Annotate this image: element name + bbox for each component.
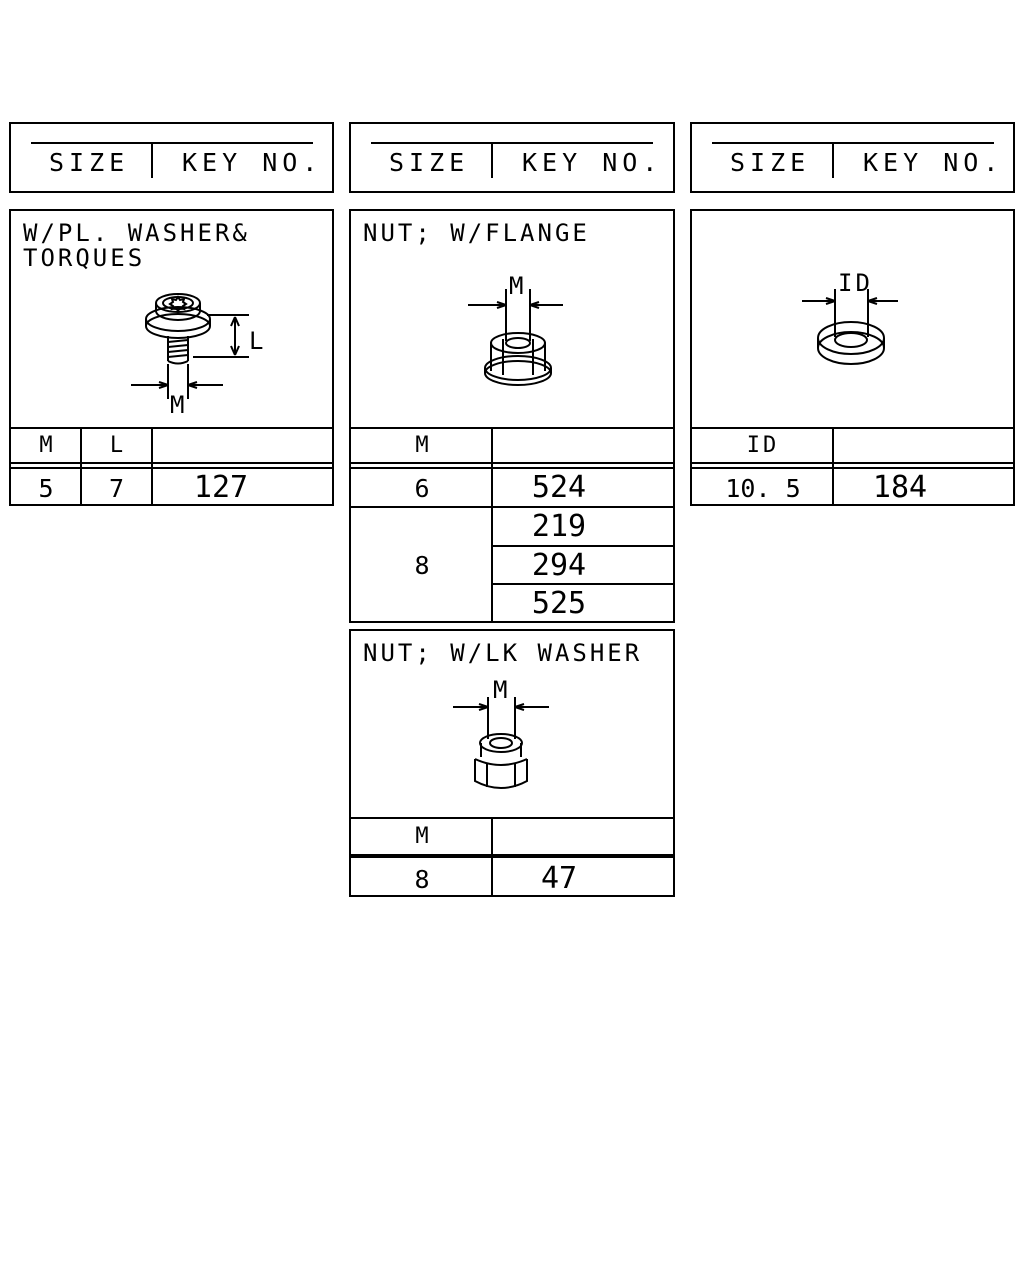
flange-nut-key-524: 524 (531, 470, 587, 505)
key-no-header: KEY NO. (522, 148, 663, 177)
flange-nut-drawing (351, 211, 677, 431)
washer-drawing (692, 211, 1017, 431)
bolt-m-value: 5 (38, 474, 54, 503)
bolt-key-value: 127 (193, 470, 249, 505)
flange-nut-panel (349, 209, 675, 623)
flange-nut-dim-m-label: M (509, 272, 524, 300)
size-header: SIZE (389, 148, 470, 177)
lk-nut-dim-m-label: M (493, 676, 508, 704)
flange-nut-title: NUT; W/FLANGE (363, 219, 590, 247)
washer-panel (690, 209, 1015, 506)
washer-id-value: 10. 5 (725, 474, 801, 503)
bolt-panel (9, 209, 334, 506)
flange-nut-key-219: 219 (531, 509, 587, 544)
col-id-header: ID (746, 433, 780, 458)
flange-nut-key-525: 525 (531, 586, 587, 621)
lk-nut-title: NUT; W/LK WASHER (363, 639, 643, 667)
col-m-header: M (39, 433, 53, 458)
lk-nut-panel (349, 629, 675, 897)
col-m-header: M (415, 433, 429, 458)
key-no-header: KEY NO. (863, 148, 1004, 177)
washer-dim-id-label: ID (838, 269, 873, 297)
lk-nut-key-value: 47 (540, 861, 578, 896)
bolt-dim-l-label: L (249, 327, 264, 355)
bolt-l-value: 7 (108, 474, 125, 503)
header-box-2 (349, 122, 675, 193)
washer-key-value: 184 (872, 470, 928, 505)
bolt-title: W/PL. WASHER& TORQUES (23, 219, 250, 272)
size-header: SIZE (49, 148, 130, 177)
lk-nut-m-value: 8 (414, 865, 430, 894)
header-box-1 (9, 122, 334, 193)
col-m-header: M (415, 824, 429, 849)
key-no-header: KEY NO. (182, 148, 323, 177)
flange-nut-m-8: 8 (414, 551, 430, 580)
size-header: SIZE (730, 148, 811, 177)
flange-nut-key-294: 294 (531, 548, 587, 583)
lk-nut-drawing (351, 631, 677, 821)
header-box-3 (690, 122, 1015, 193)
bolt-dim-m-label: M (170, 391, 185, 419)
col-l-header: L (109, 433, 124, 458)
flange-nut-m-6: 6 (414, 474, 430, 503)
